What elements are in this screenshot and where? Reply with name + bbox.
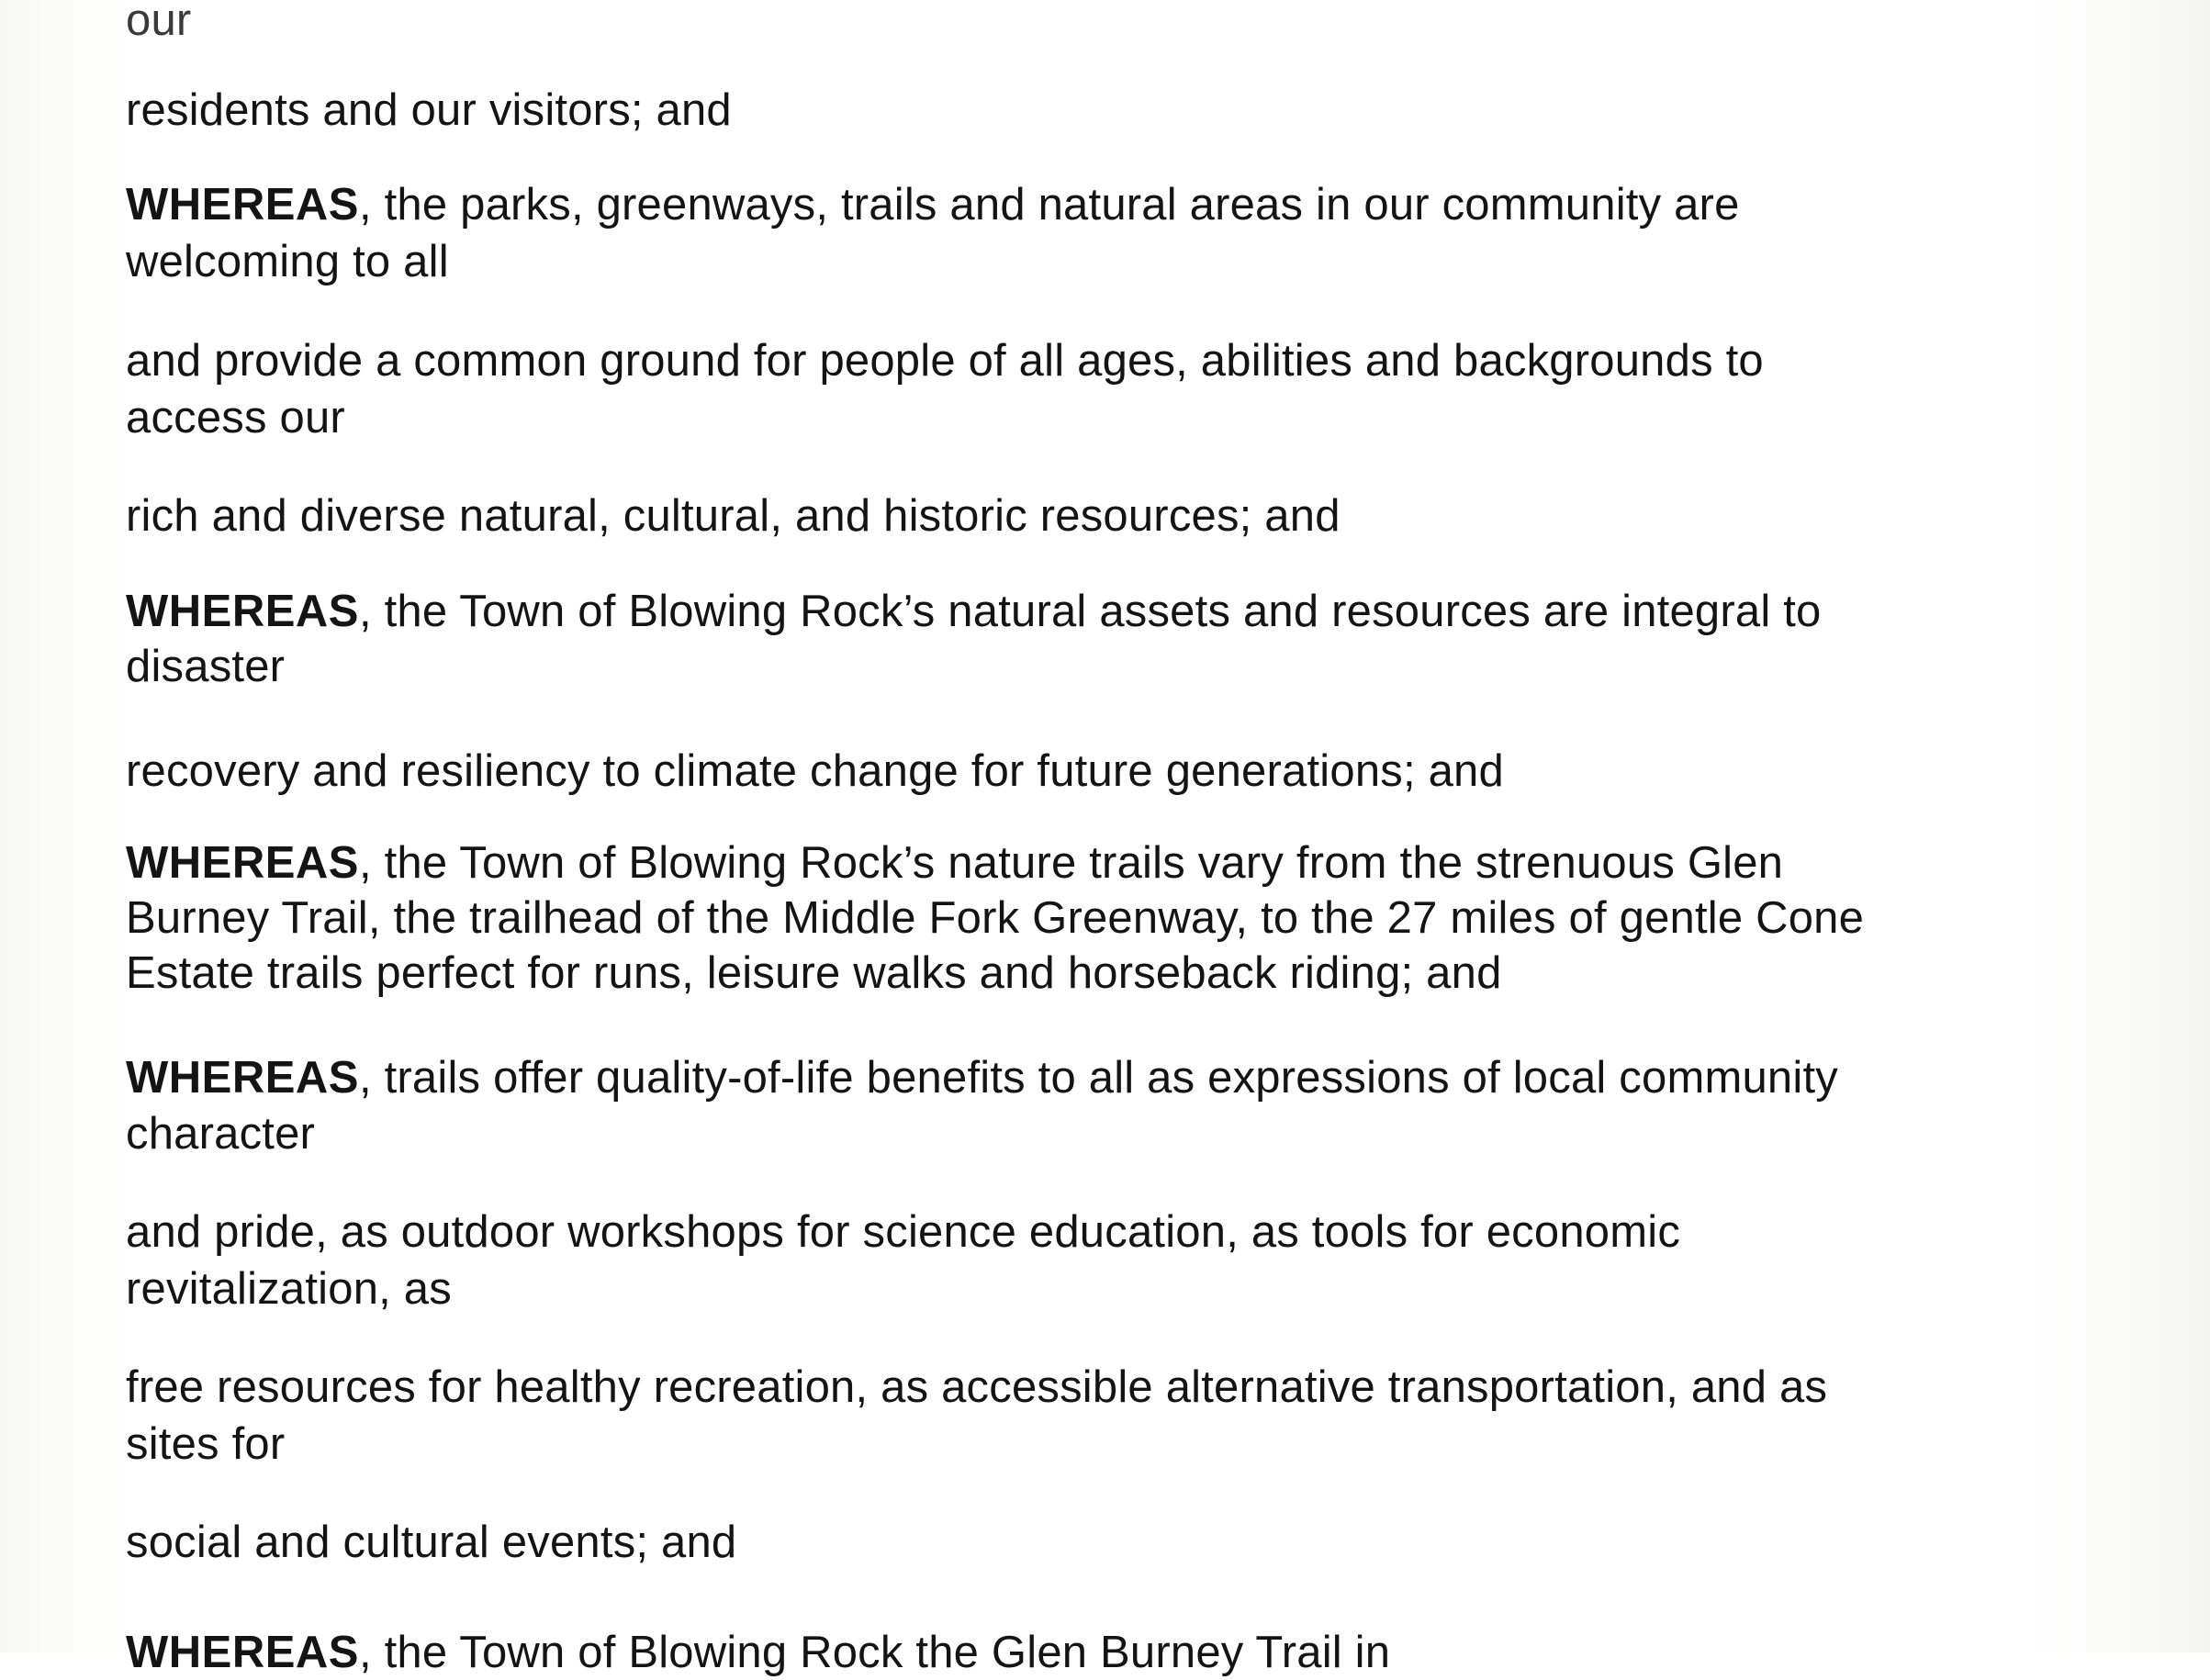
text-line: WHEREAS, the parks, greenways, trails and natural areas in our community are — [126, 180, 1740, 230]
text-line: recovery and resiliency to climate change for future generations; and — [126, 746, 1504, 796]
text-line: WHEREAS, the Town of Blowing Rock’s natural assets and resources are integral to — [126, 587, 1822, 636]
text-line: revitalization, as — [126, 1264, 452, 1314]
whereas-keyword: WHEREAS — [126, 838, 359, 888]
text-line: WHEREAS, the Town of Blowing Rock’s nature trails vary from the strenuous Glen — [126, 838, 1784, 888]
text-line: WHEREAS, trails offer quality-of-life benefits to all as expressions of local community — [126, 1053, 1838, 1103]
whereas-keyword: WHEREAS — [126, 587, 359, 636]
text-line: sites for — [126, 1419, 286, 1469]
text-line: Estate trails perfect for runs, leisure walks and horseback riding; and — [126, 948, 1502, 998]
text-line: free resources for healthy recreation, as accessible alternative transportation, and as — [126, 1362, 1828, 1412]
text-line: rich and diverse natural, cultural, and historic resources; and — [126, 491, 1341, 541]
text-line: character — [126, 1109, 316, 1159]
text-line: Burney Trail, the trailhead of the Middle Fork Greenway, to the 27 miles of gentle Cone — [126, 893, 1865, 943]
text-line: and pride, as outdoor workshops for science education, as tools for economic — [126, 1207, 1681, 1257]
text-line: disaster — [126, 642, 286, 691]
whereas-keyword: WHEREAS — [126, 1053, 359, 1103]
text-line: and provide a common ground for people of all ages, abilities and backgrounds to — [126, 336, 1764, 386]
text-line: residents and our visitors; and — [126, 85, 732, 135]
text-line: our — [126, 0, 192, 45]
text-line: social and cultural events; and — [126, 1518, 737, 1567]
text-line: welcoming to all — [126, 237, 449, 286]
whereas-keyword: WHEREAS — [126, 1628, 359, 1677]
text-line-cut-off: WHEREAS, the Town of Blowing Rock the Glen Burney Trail in — [126, 1628, 1391, 1677]
text-line: access our — [126, 393, 345, 442]
whereas-keyword: WHEREAS — [126, 180, 359, 230]
